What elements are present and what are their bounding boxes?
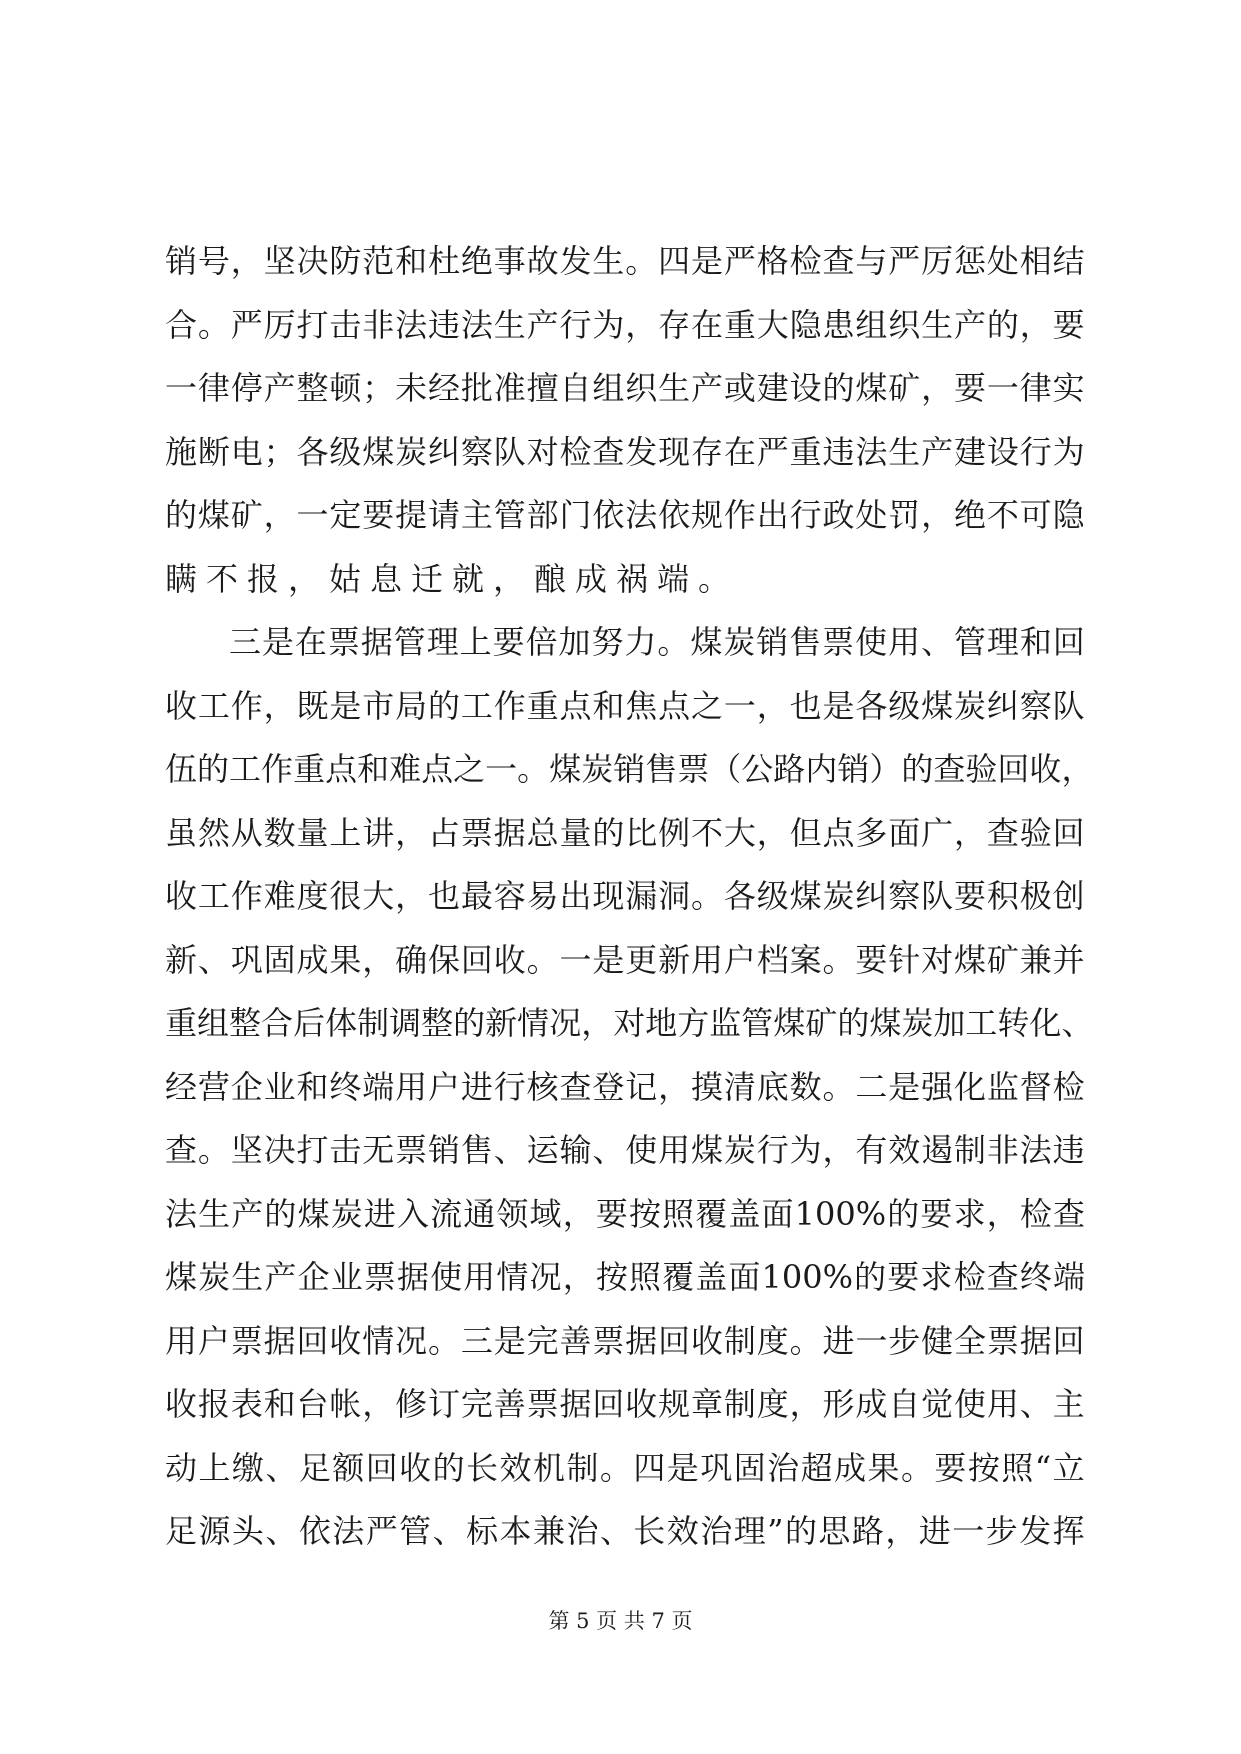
body-text bbox=[165, 230, 1094, 1564]
text-line: 用 户 票 据 回 收 情 况 。 三 是 完 善 票 据 回 收 制 度 。 进 一 步 健 全 票 据 回 bbox=[165, 1321, 1085, 1360]
text-line: 新 、 巩 固 成 果 ， 确 保 回 收 。 一 是 更 新 用 户 档 案 。 要 针 对 煤 矿 兼 并 bbox=[165, 940, 1085, 979]
text-line: 伍 的 工 作 重 点 和 难 点 之 一 。 煤 炭 销 售 票 （ 公 路 内 销 ） 的 查 验 回 收 ， bbox=[165, 750, 1094, 788]
text-line: 查 。 坚 决 打 击 无 票 销 售 、 运 输 、 使 用 煤 炭 行 为 ， 有 效 遏 制 非 法 违 bbox=[165, 1131, 1085, 1169]
text-line: 一 律 停 产 整 顿 ； 未 经 批 准 擅 自 组 织 生 产 或 建 设 的 煤 矿 ， 要 一 律 实 bbox=[165, 369, 1085, 407]
text-line: 经 营 企 业 和 终 端 用 户 进 行 核 查 登 记 ， 摸 清 底 数 。 二 是 强 化 监 督 检 bbox=[165, 1067, 1085, 1106]
text-line: 法 生 产 的 煤 炭 进 入 流 通 领 域 ， 要 按 照 覆 盖 面 100% 的 要 求 ， 检 查 bbox=[165, 1194, 1085, 1233]
text-line: 销 号 ， 坚 决 防 范 和 杜 绝 事 故 发 生 。 四 是 严 格 检 查 与 严 厉 惩 处 相 结 bbox=[165, 242, 1085, 280]
text-line: 煤 炭 生 产 企 业 票 据 使 用 情 况 ， 按 照 覆 盖 面 100% 的 要 求 检 查 终 端 bbox=[165, 1258, 1085, 1296]
text-line: 收 工 作 ， 既 是 市 局 的 工 作 重 点 和 焦 点 之 一 ， 也 是 各 级 煤 炭 纠 察 队 bbox=[165, 686, 1085, 725]
text-line: 施 断 电 ； 各 级 煤 炭 纠 察 队 对 检 查 发 现 存 在 严 重 违 法 生 产 建 设 行 为 bbox=[165, 432, 1085, 471]
text-line: 收 工 作 难 度 很 大 ， 也 最 容 易 出 现 漏 洞 。 各 级 煤 炭 纠 察 队 要 积 极 创 bbox=[165, 877, 1085, 915]
text-line: 足 源 头 、 依 法 严 管 、 标 本 兼 治 、 长 效 治 理 ” 的 思 路 ， 进 一 步 发 挥 bbox=[165, 1512, 1085, 1550]
text-line: 重 组 整 合 后 体 制 调 整 的 新 情 况 ， 对 地 方 监 管 煤 矿 的 煤 炭 加 工 转 化 、 bbox=[165, 1004, 1094, 1042]
text-line: 合 。 严 厉 打 击 非 法 违 法 生 产 行 为 ， 存 在 重 大 隐 患 组 织 生 产 的 ， 要 bbox=[165, 305, 1085, 344]
text-line: 的 煤 矿 ， 一 定 要 提 请 主 管 部 门 依 法 依 规 作 出 行 政 处 罚 ， 绝 不 可 隐 bbox=[165, 496, 1085, 534]
page-number-footer: 第 5 页 共 7 页 bbox=[548, 1609, 693, 1633]
text-line: 瞒不报，姑息迁就，酿成祸端。 bbox=[165, 559, 740, 598]
text-line: 动 上 缴 、 足 额 回 收 的 长 效 机 制 。 四 是 巩 固 治 超 成 果 。 要 按 照 “ 立 bbox=[165, 1448, 1085, 1487]
text-line: 虽 然 从 数 量 上 讲 ， 占 票 据 总 量 的 比 例 不 大 ， 但 点 多 面 广 ， 查 验 回 bbox=[165, 813, 1085, 852]
text-line: 收 报 表 和 台 帐 ， 修 订 完 善 票 据 回 收 规 章 制 度 ， 形 成 自 觉 使 用 、 主 bbox=[165, 1385, 1085, 1423]
paragraph-first-line: 三 是 在 票 据 管 理 上 要 倍 加 努 力 。 煤 炭 销 售 票 使 用 、 管 理 和 回 bbox=[229, 623, 1085, 661]
